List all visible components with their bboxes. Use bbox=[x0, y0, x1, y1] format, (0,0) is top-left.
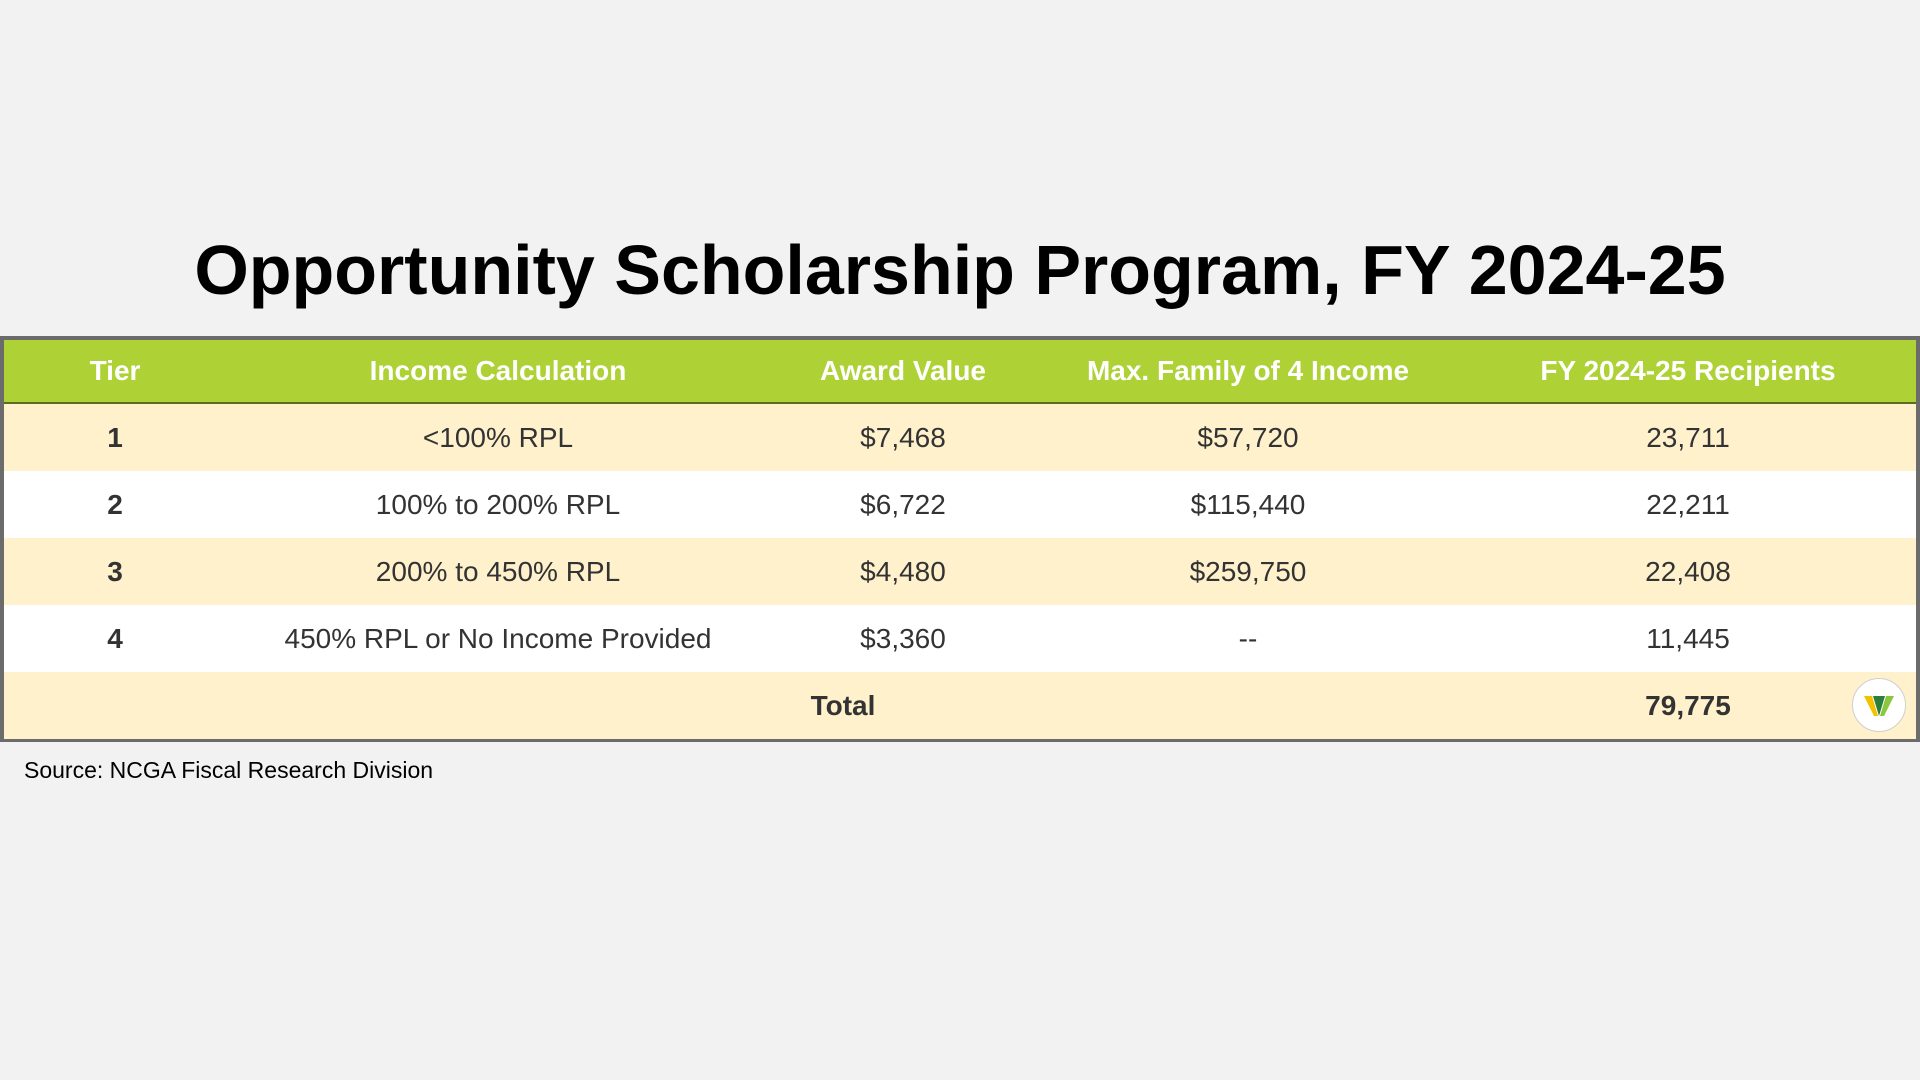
tier-cell: 1 bbox=[4, 403, 226, 471]
award-value-cell: $3,360 bbox=[770, 605, 1036, 672]
table-row bbox=[4, 471, 1916, 538]
recipients-cell: 11,445 bbox=[1460, 605, 1916, 672]
income-calculation-cell: 200% to 450% RPL bbox=[226, 538, 770, 605]
recipients-cell: 22,211 bbox=[1460, 471, 1916, 538]
award-value-cell: $4,480 bbox=[770, 538, 1036, 605]
header-award-value: Award Value bbox=[770, 340, 1036, 403]
max-income-cell: $57,720 bbox=[1036, 403, 1460, 471]
table-row bbox=[4, 403, 1916, 471]
source-note: Source: NCGA Fiscal Research Division bbox=[24, 757, 434, 783]
table-row bbox=[4, 538, 1916, 605]
page-title: Opportunity Scholarship Program, FY 2024-25 bbox=[194, 231, 1726, 309]
recipients-cell: 22,408 bbox=[1460, 538, 1916, 605]
header-income-calculation: Income Calculation bbox=[226, 340, 770, 403]
award-value-cell: $7,468 bbox=[770, 403, 1036, 471]
total-empty-cell bbox=[4, 672, 226, 739]
max-income-cell: -- bbox=[1036, 605, 1460, 672]
scholarship-table bbox=[4, 340, 1916, 739]
award-value-cell: $6,722 bbox=[770, 471, 1036, 538]
tier-cell: 3 bbox=[4, 538, 226, 605]
tier-cell: 4 bbox=[4, 605, 226, 672]
total-value: 79,775 bbox=[1460, 672, 1916, 739]
scholarship-table-frame bbox=[0, 336, 1920, 742]
max-income-cell: $115,440 bbox=[1036, 471, 1460, 538]
header-row bbox=[4, 340, 1916, 403]
header-max-family-income: Max. Family of 4 Income bbox=[1036, 340, 1460, 403]
tier-cell: 2 bbox=[4, 471, 226, 538]
w-logo-svg bbox=[1853, 679, 1905, 731]
total-row bbox=[4, 672, 1916, 739]
header-tier: Tier bbox=[4, 340, 226, 403]
w-logo-icon bbox=[1852, 678, 1906, 732]
header-recipients: FY 2024-25 Recipients bbox=[1460, 340, 1916, 403]
max-income-cell: $259,750 bbox=[1036, 538, 1460, 605]
table-row bbox=[4, 605, 1916, 672]
total-label: Total bbox=[226, 672, 1460, 739]
recipients-cell: 23,711 bbox=[1460, 403, 1916, 471]
income-calculation-cell: 450% RPL or No Income Provided bbox=[226, 605, 770, 672]
income-calculation-cell: 100% to 200% RPL bbox=[226, 471, 770, 538]
income-calculation-cell: <100% RPL bbox=[226, 403, 770, 471]
